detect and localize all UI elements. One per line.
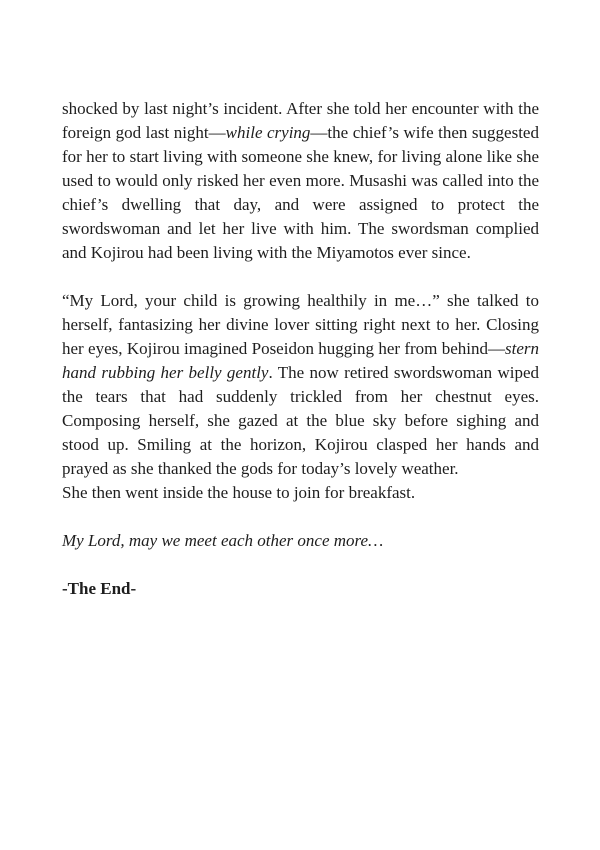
paragraph-1-italic-phrase: while crying bbox=[225, 123, 311, 142]
closing-italic-line: My Lord, may we meet each other once more… bbox=[62, 531, 384, 550]
paragraph-1-text-continued: —the chief’s wife then suggested for her to start living with someone she knew, for living alone like she used to would only risked her even more. Musashi was called into the chief’s dwelling that day, and were assigned to protect the swordswoman and let her live with him. The swordsman complied and Kojirou had been living with the Miyamotos ever since. bbox=[62, 123, 539, 262]
the-end-marker: -The End- bbox=[62, 579, 137, 598]
paragraph-1 bbox=[62, 97, 539, 265]
breakfast-line: She then went inside the house to join for breakfast. bbox=[62, 483, 416, 502]
paragraph-2-text-continued: . The now retired swordswoman wiped the tears that had suddenly trickled from her chestnut eyes. Composing herself, she gazed at the blue sky before sighing and stood up. Smiling at the horizon, Kojirou clasped her hands and prayed as she thanked the gods for today’s lovely weather. bbox=[62, 363, 539, 478]
paragraph-2-italic-phrase: stern hand rubbing her belly gently bbox=[62, 339, 539, 382]
paragraph-2 bbox=[62, 289, 539, 481]
story-text-block bbox=[62, 97, 539, 601]
paragraph-1-text: shocked by last night’s incident. After she told her encounter with the foreign god last night— bbox=[62, 99, 539, 142]
paragraph-2-text: “My Lord, your child is growing healthily in me…” she talked to herself, fantasizing her divine lover sitting right next to her. Closing her eyes, Kojirou imagined Poseidon hugging her from behind— bbox=[62, 291, 539, 358]
